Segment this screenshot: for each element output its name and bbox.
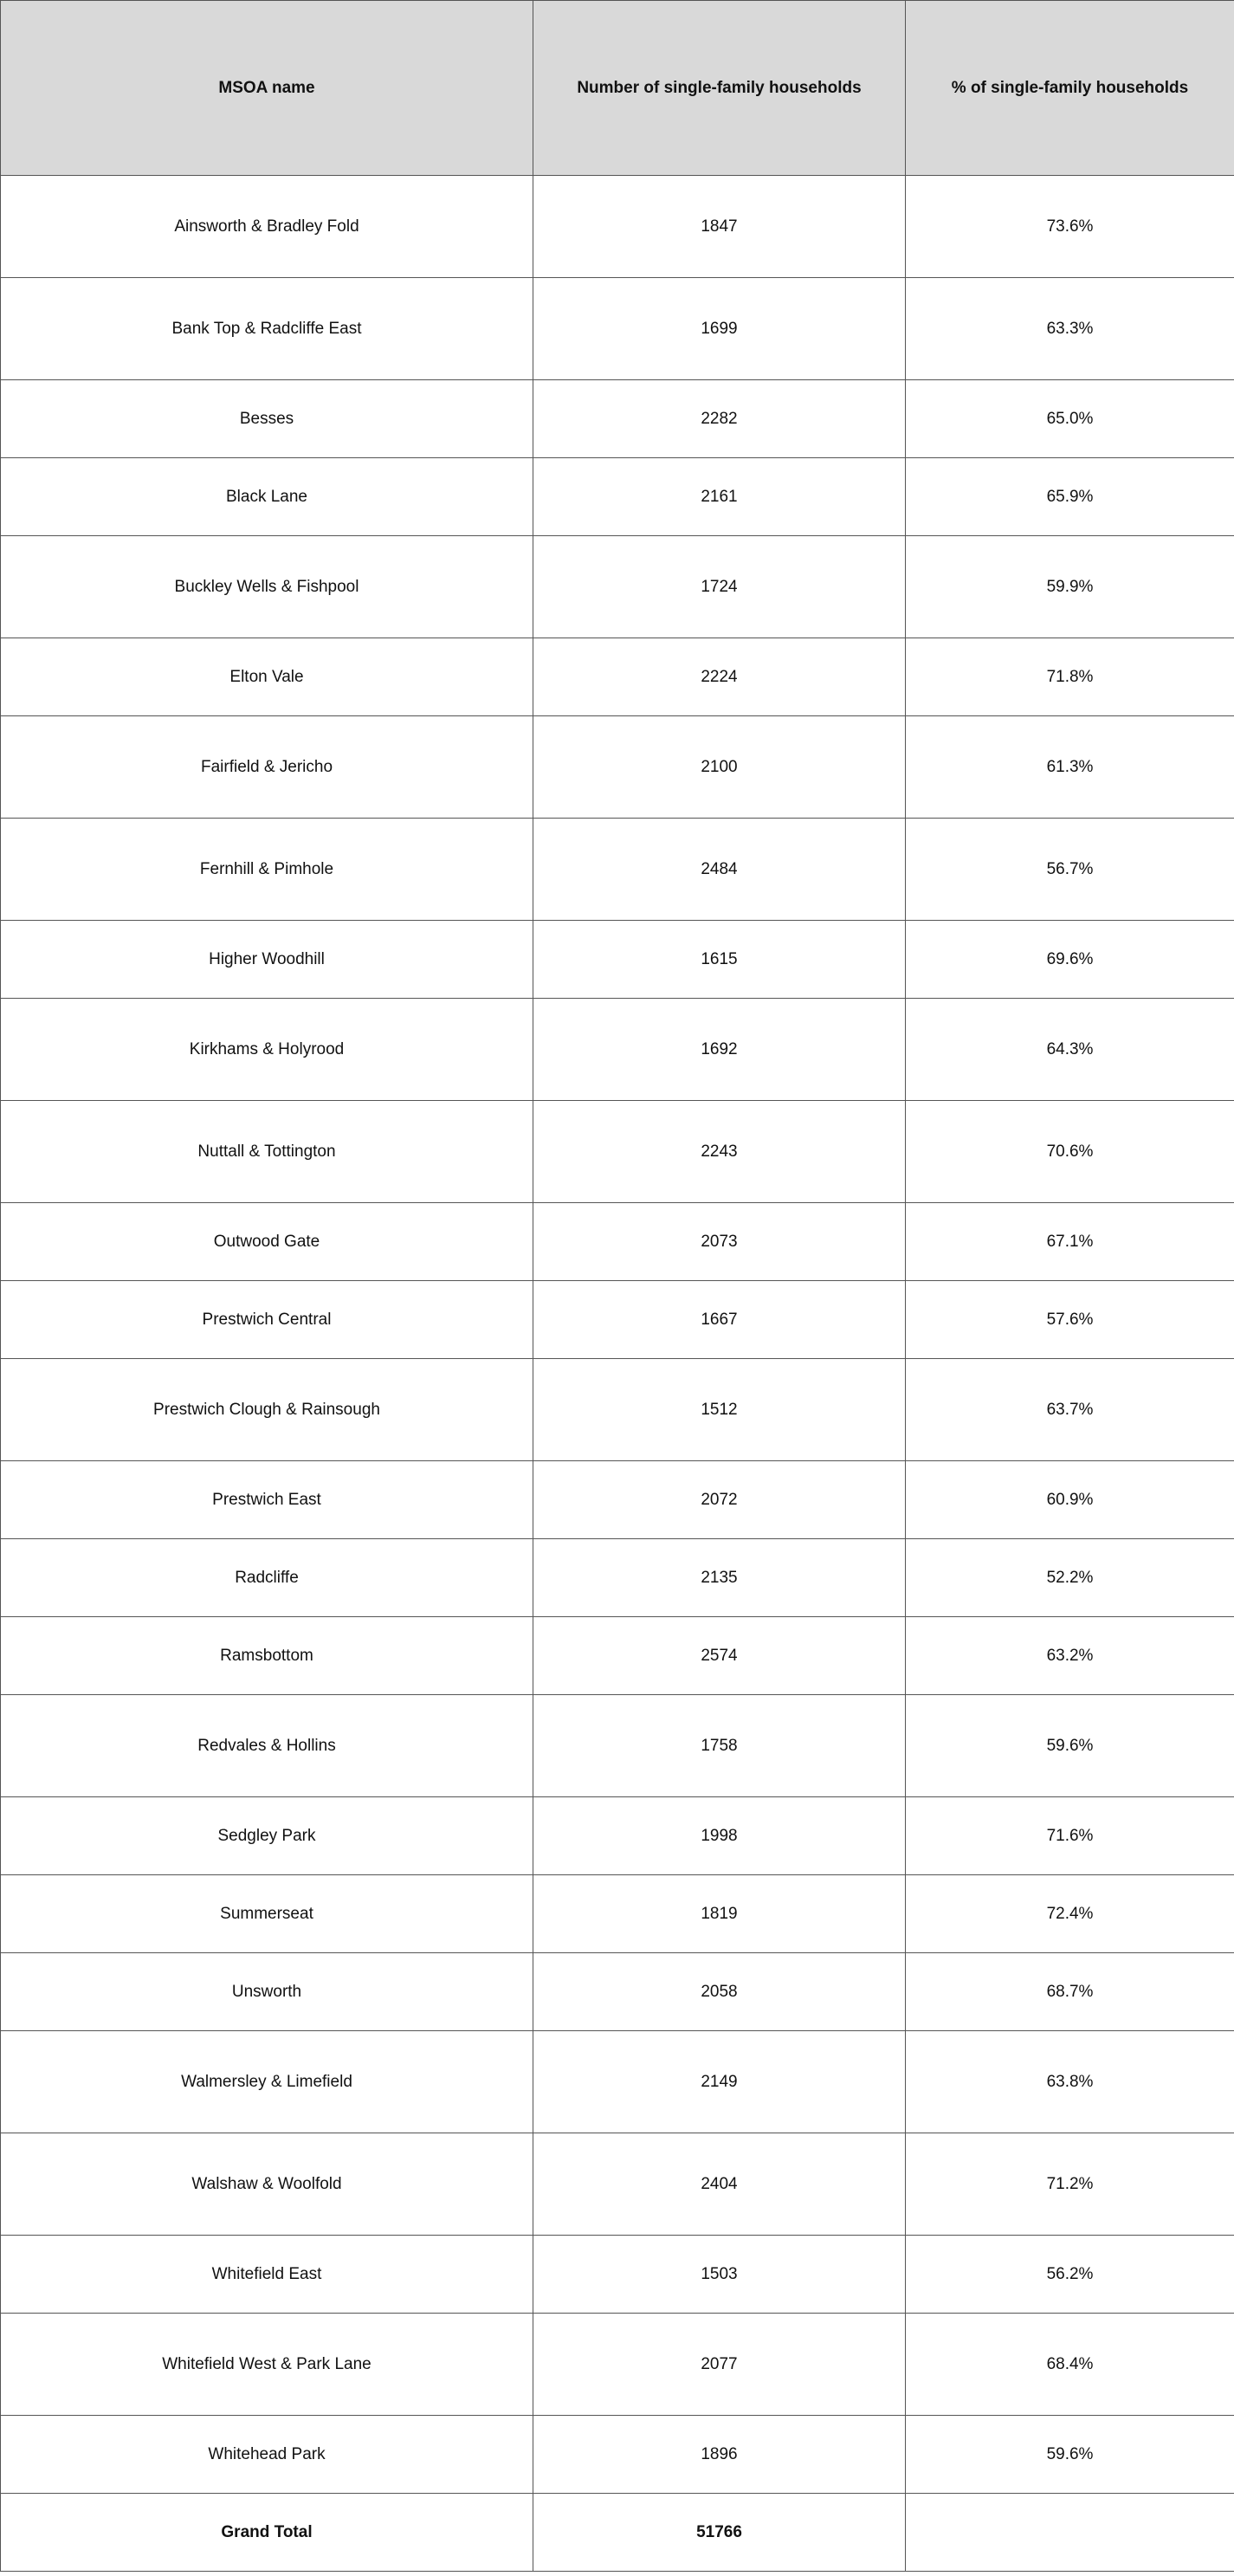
msoa-name-cell: Radcliffe — [1, 1539, 533, 1617]
msoa-name-cell: Fernhill & Pimhole — [1, 819, 533, 921]
table-row — [1, 1461, 1234, 1539]
household-count-cell: 2484 — [533, 819, 906, 921]
table-row — [1, 458, 1234, 536]
household-percent-cell: 73.6% — [906, 176, 1234, 278]
msoa-name-cell: Summerseat — [1, 1875, 533, 1953]
household-percent-cell: 68.4% — [906, 2314, 1234, 2416]
grand-total-count: 51766 — [533, 2494, 906, 2572]
household-count-cell: 1758 — [533, 1695, 906, 1797]
household-percent-cell: 64.3% — [906, 999, 1234, 1101]
household-count-cell: 2073 — [533, 1203, 906, 1281]
household-percent-cell: 71.8% — [906, 638, 1234, 716]
header-household-percent: % of single-family households — [906, 1, 1234, 176]
table-header — [1, 1, 1234, 176]
msoa-name-cell: Fairfield & Jericho — [1, 716, 533, 819]
household-count-cell: 1819 — [533, 1875, 906, 1953]
household-count-cell: 2077 — [533, 2314, 906, 2416]
grand-total-label: Grand Total — [1, 2494, 533, 2572]
household-percent-cell: 70.6% — [906, 1101, 1234, 1203]
household-count-cell: 2404 — [533, 2133, 906, 2236]
grand-total-row — [1, 2494, 1234, 2572]
table-row — [1, 638, 1234, 716]
table-row — [1, 2416, 1234, 2494]
household-count-cell: 2574 — [533, 1617, 906, 1695]
household-percent-cell: 52.2% — [906, 1539, 1234, 1617]
household-count-cell: 2282 — [533, 380, 906, 458]
msoa-name-cell: Prestwich East — [1, 1461, 533, 1539]
msoa-name-cell: Besses — [1, 380, 533, 458]
household-percent-cell: 69.6% — [906, 921, 1234, 999]
household-percent-cell: 71.6% — [906, 1797, 1234, 1875]
msoa-name-cell: Outwood Gate — [1, 1203, 533, 1281]
household-percent-cell: 56.7% — [906, 819, 1234, 921]
table-row — [1, 278, 1234, 380]
msoa-name-cell: Whitefield West & Park Lane — [1, 2314, 533, 2416]
household-percent-cell: 67.1% — [906, 1203, 1234, 1281]
household-percent-cell: 68.7% — [906, 1953, 1234, 2031]
household-percent-cell: 65.0% — [906, 380, 1234, 458]
household-percent-cell: 65.9% — [906, 458, 1234, 536]
msoa-name-cell: Prestwich Clough & Rainsough — [1, 1359, 533, 1461]
household-count-cell: 2072 — [533, 1461, 906, 1539]
household-percent-cell: 63.2% — [906, 1617, 1234, 1695]
household-count-cell: 2058 — [533, 1953, 906, 2031]
msoa-name-cell: Black Lane — [1, 458, 533, 536]
table-row — [1, 380, 1234, 458]
household-count-cell: 2161 — [533, 458, 906, 536]
household-percent-cell: 59.9% — [906, 536, 1234, 638]
household-count-cell: 1699 — [533, 278, 906, 380]
msoa-name-cell: Buckley Wells & Fishpool — [1, 536, 533, 638]
household-percent-cell: 63.7% — [906, 1359, 1234, 1461]
msoa-name-cell: Elton Vale — [1, 638, 533, 716]
msoa-name-cell: Nuttall & Tottington — [1, 1101, 533, 1203]
msoa-name-cell: Ramsbottom — [1, 1617, 533, 1695]
household-count-cell: 1667 — [533, 1281, 906, 1359]
household-count-cell: 1998 — [533, 1797, 906, 1875]
msoa-name-cell: Prestwich Central — [1, 1281, 533, 1359]
table-row — [1, 2236, 1234, 2314]
household-count-cell: 1512 — [533, 1359, 906, 1461]
msoa-name-cell: Ainsworth & Bradley Fold — [1, 176, 533, 278]
header-household-count: Number of single-family households — [533, 1, 906, 176]
msoa-name-cell: Kirkhams & Holyrood — [1, 999, 533, 1101]
table-row — [1, 1101, 1234, 1203]
table-row — [1, 1695, 1234, 1797]
grand-total-percent — [906, 2494, 1234, 2572]
table-row — [1, 2314, 1234, 2416]
table-row — [1, 2031, 1234, 2133]
header-msoa-name: MSOA name — [1, 1, 533, 176]
msoa-name-cell: Unsworth — [1, 1953, 533, 2031]
table-row — [1, 1359, 1234, 1461]
table-row — [1, 1203, 1234, 1281]
table-row — [1, 1539, 1234, 1617]
table-row — [1, 1617, 1234, 1695]
household-percent-cell: 63.3% — [906, 278, 1234, 380]
table-row — [1, 819, 1234, 921]
household-percent-cell: 60.9% — [906, 1461, 1234, 1539]
household-percent-cell: 59.6% — [906, 2416, 1234, 2494]
msoa-name-cell: Whitefield East — [1, 2236, 533, 2314]
msoa-name-cell: Bank Top & Radcliffe East — [1, 278, 533, 380]
table-row — [1, 1875, 1234, 1953]
table-row — [1, 2133, 1234, 2236]
household-count-cell: 2243 — [533, 1101, 906, 1203]
household-count-cell: 1503 — [533, 2236, 906, 2314]
household-count-cell: 2100 — [533, 716, 906, 819]
table-row — [1, 536, 1234, 638]
msoa-name-cell: Walmersley & Limefield — [1, 2031, 533, 2133]
table-row — [1, 716, 1234, 819]
household-count-cell: 1847 — [533, 176, 906, 278]
household-percent-cell: 61.3% — [906, 716, 1234, 819]
table-row — [1, 1797, 1234, 1875]
table-row — [1, 921, 1234, 999]
table-row — [1, 176, 1234, 278]
household-percent-cell: 63.8% — [906, 2031, 1234, 2133]
table-body — [1, 176, 1234, 2494]
household-count-cell: 2224 — [533, 638, 906, 716]
table-footer — [1, 2494, 1234, 2572]
msoa-name-cell: Walshaw & Woolfold — [1, 2133, 533, 2236]
table-row — [1, 999, 1234, 1101]
table-row — [1, 1281, 1234, 1359]
household-count-cell: 1724 — [533, 536, 906, 638]
household-percent-cell: 71.2% — [906, 2133, 1234, 2236]
msoa-name-cell: Sedgley Park — [1, 1797, 533, 1875]
household-count-cell: 1896 — [533, 2416, 906, 2494]
household-percent-cell: 57.6% — [906, 1281, 1234, 1359]
msoa-name-cell: Higher Woodhill — [1, 921, 533, 999]
household-count-cell: 2135 — [533, 1539, 906, 1617]
household-percent-cell: 56.2% — [906, 2236, 1234, 2314]
household-percent-cell: 72.4% — [906, 1875, 1234, 1953]
msoa-name-cell: Redvales & Hollins — [1, 1695, 533, 1797]
household-count-cell: 1615 — [533, 921, 906, 999]
household-count-cell: 2149 — [533, 2031, 906, 2133]
household-count-cell: 1692 — [533, 999, 906, 1101]
msoa-name-cell: Whitehead Park — [1, 2416, 533, 2494]
household-percent-cell: 59.6% — [906, 1695, 1234, 1797]
table-row — [1, 1953, 1234, 2031]
header-row — [1, 1, 1234, 176]
